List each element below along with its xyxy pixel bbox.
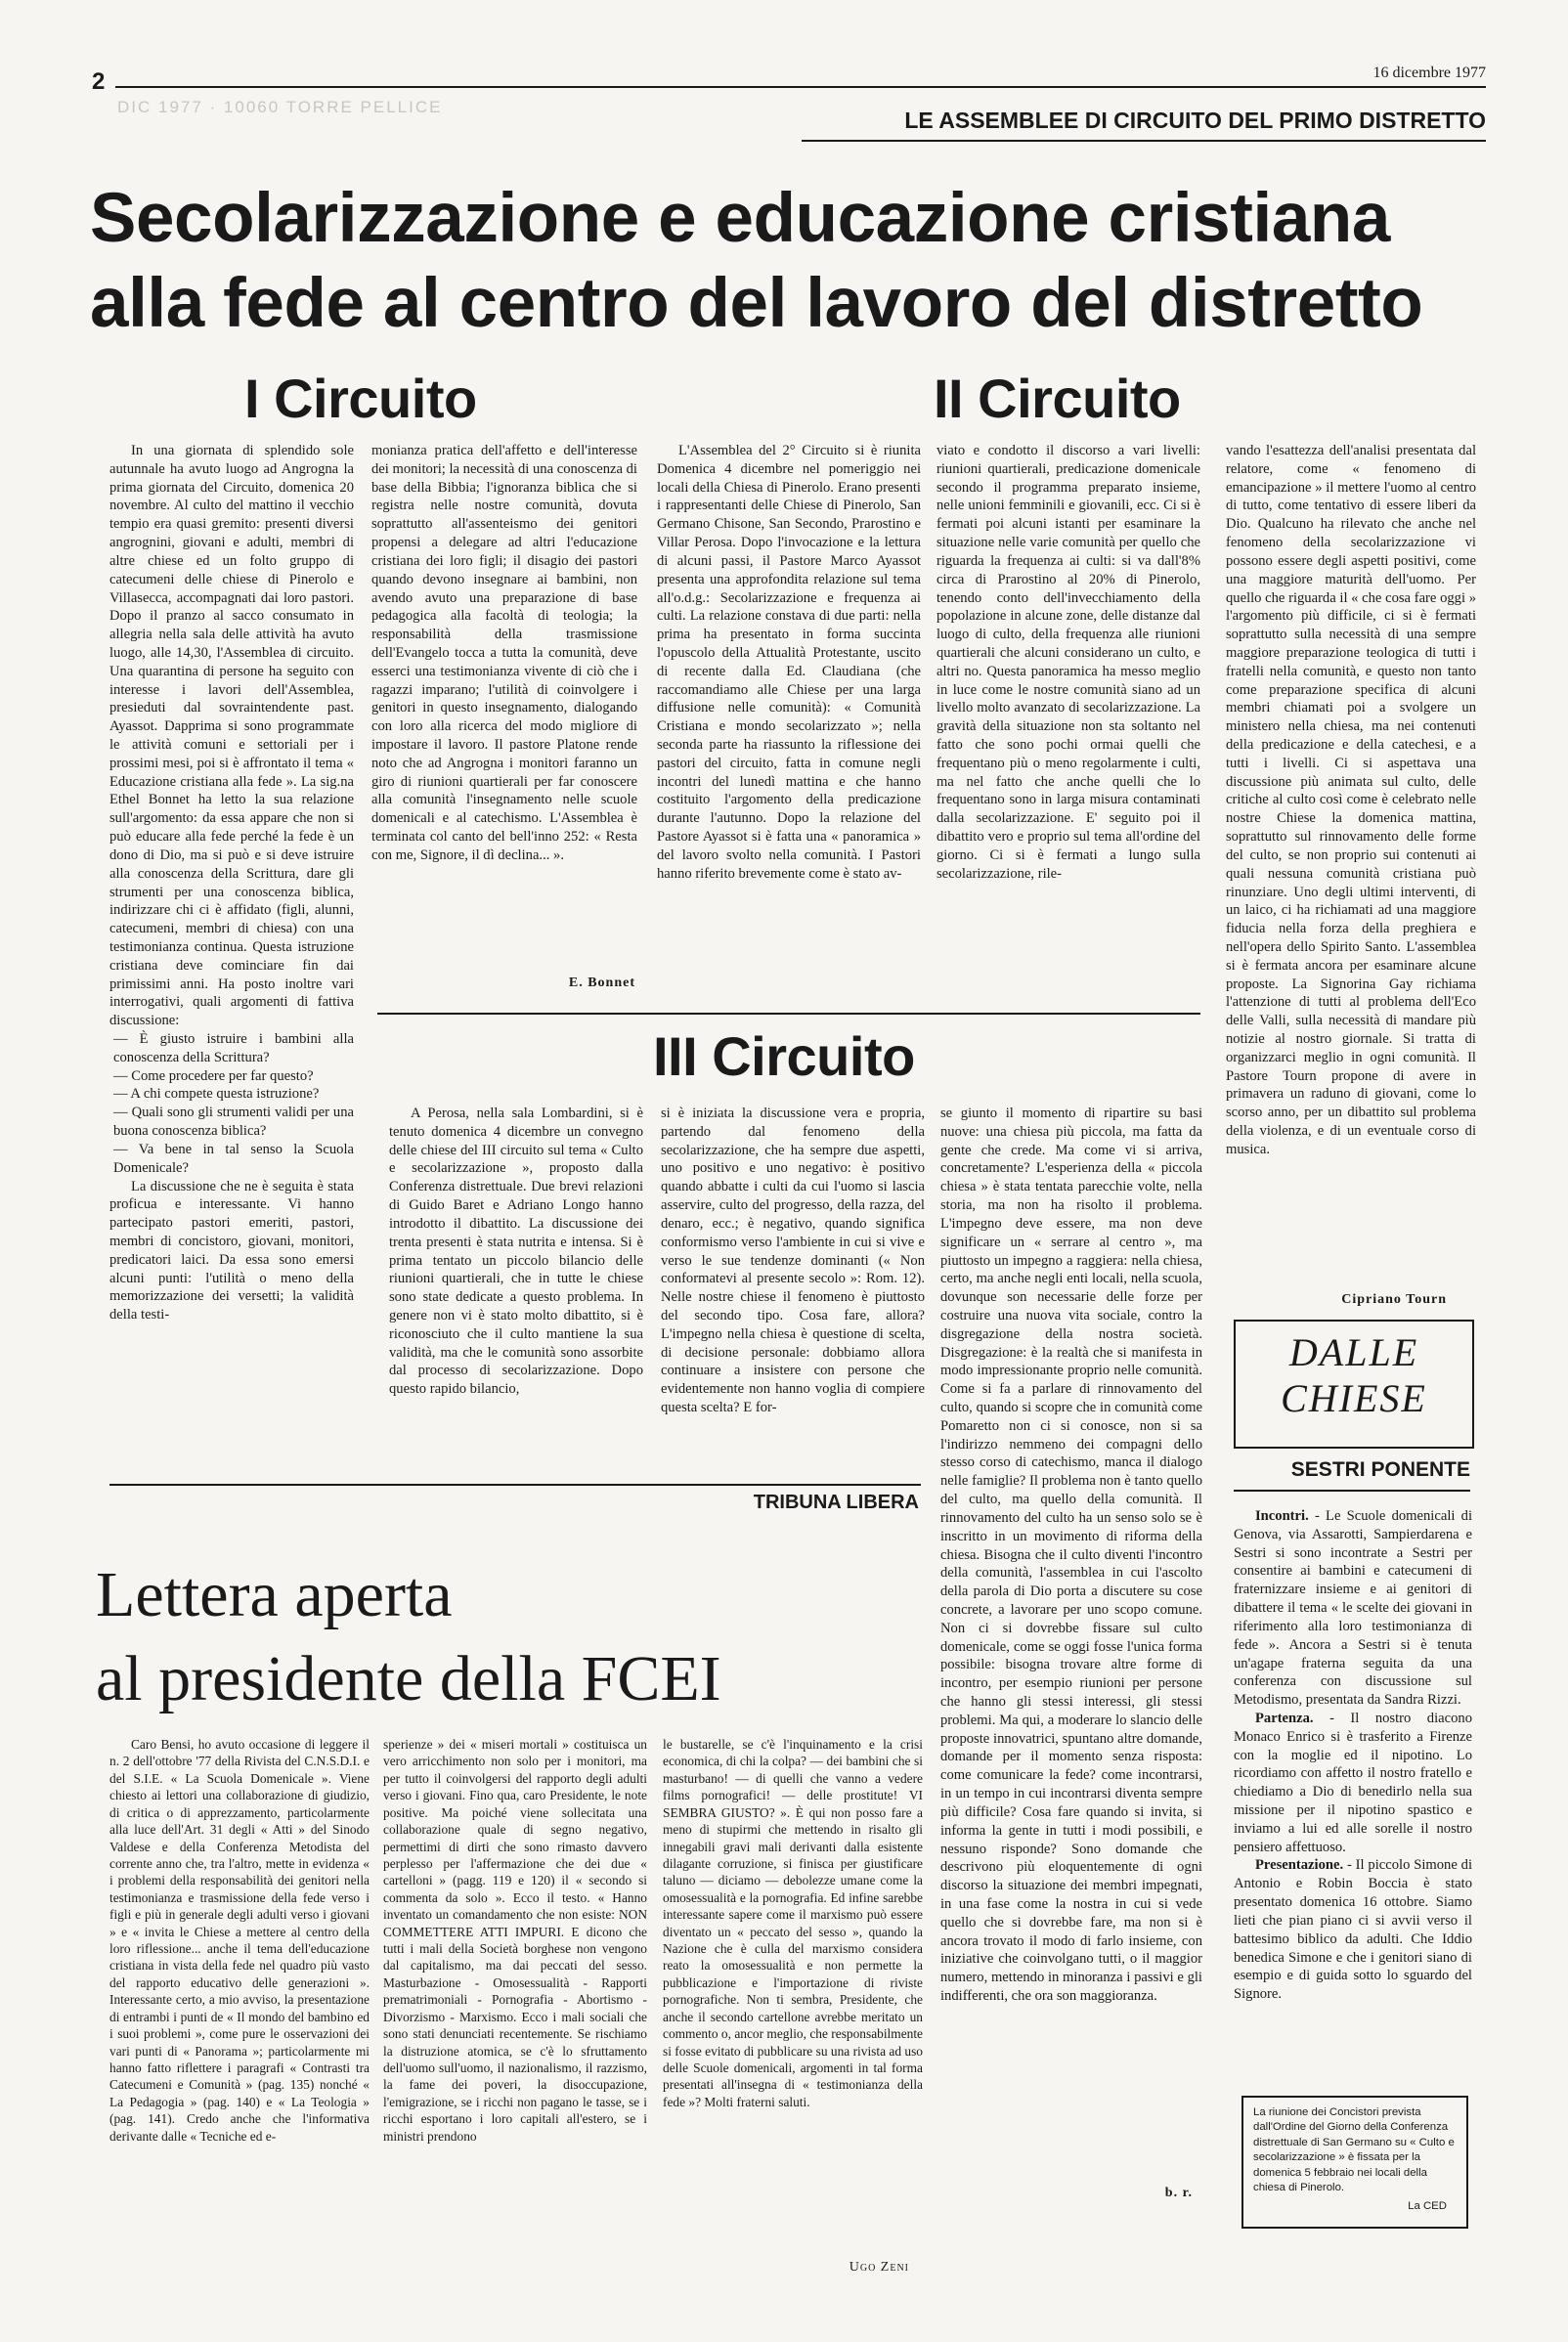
item-text: - Il piccolo Simone di Antonio e Robin Boccia è stato presentato domenica 16 ottobre. Siamo lieti che pian piano ci si avvii verso il battesimo biblico da adulti. Che Iddio benedica Simone e che i genitori siano di esempio e di guida sotto lo sguardo del Signore.: [1234, 1857, 1472, 2003]
page-number: 2: [92, 68, 106, 95]
dalle-chiese-box: [1234, 1320, 1474, 1449]
dalle-chiese-item: [1234, 1710, 1472, 1857]
notice-text: La riunione dei Concistori prevista dall'Ordine del Giorno della Conferenza distrettuale di San Germano su « Culto e secolarizzazione » è fissata per la domenica 5 febbraio nei locali della chiesa di Pinerolo.: [1253, 2106, 1455, 2193]
tribuna-title-line1: Lettera aperta: [96, 1559, 453, 1630]
question-item: — È giusto istruire i bambini alla conoscenza della Scrittura?: [113, 1031, 354, 1065]
dalle-chiese-item: [1234, 1507, 1472, 1710]
tribuna-kicker: TRIBUNA LIBERA: [753, 1492, 919, 1513]
tribuna-text-3: le bustarelle, se c'è l'inquinamento e la crisi economica, di chi la colpa? — dei bambini che si masturbano! — di quelli che vanno a vedere films pornografici! — delle prostitute! VI SEMBRA GIUSTO? ». È qui non posso fare a meno di stupirmi che mettendo in risalto gli innegabili gravi mali derivanti dalla esistente dilagante corruzione, si finisca per giustificare taluno — diciamo — debolezze umane come la omosessualità e la pornografia. Ed infine sarebbe interessante sapere come il marxismo può essere diventato un « peccato del sesso », quando la Nazione che è culla del marxismo considera reato la omosessualità e non permette la pubblicazione e l'importazione di riviste pornografiche. Non ti sembra, Presidente, che anche il secondo cartellone avrebbe meritato un commento o, ancor meglio, che responsabilmente si fosse evitato di pubblicare su una rivista ad uso delle Scuole domenicali, argomenti in tal forma presentati all'insegna di « testimonianza della fede »? Molti fraterni saluti.: [663, 1737, 923, 2109]
section-kicker: LE ASSEMBLEE DI CIRCUITO DEL PRIMO DISTRETTO: [904, 108, 1486, 133]
circuito1-column-1: [109, 442, 354, 1468]
circuito2-heading: II Circuito: [934, 368, 1181, 429]
question-item: — A chi compete questa istruzione?: [113, 1086, 320, 1103]
circuito2-text-1: L'Assemblea del 2° Circuito si è riunita Domenica 4 dicembre nel pomeriggio nei locali della Chiesa di Pinerolo. Erano presenti i rappresentanti delle Chiese di Pinerolo, San Germano Chisone, San Secondo, Prarostino e Villar Perosa. Dopo l'invocazione e la lettura di alcuni passi, il Pastore Marco Ayassot presenta una approfondita relazione sul tema all'o.d.g.: Secolarizzazione e frequenza ai culti. La relazione constava di due parti: nella prima ha presentato in forma succinta l'opuscolo della Attualità Protestante, uscito di recente dalla Ed. Claudiana (che raccomandiamo alle Chiese per una larga diffusione nelle comunità): « Comunità Cristiana e mondo secolarizzato »; nella seconda parte ha riassunto la riflessione dei pastori del circuito, fatta in comune negli incontri del lunedì mattina e che hanno costituito l'argomento della predicazione durante l'autunno. Dopo la relazione del Pastore Ayassot si è fatta una « panoramica » del lavoro svolto nella comunità. I Pastori hanno riferito brevemente come è stato av-: [657, 443, 921, 882]
notice-signature: La CED: [1408, 2200, 1447, 2213]
item-label: Incontri.: [1255, 1508, 1309, 1524]
circuito3-heading: III Circuito: [653, 1025, 915, 1087]
tribuna-text-2: sperienze » dei « miseri mortali » costituisca un vero arricchimento non solo per i monitori, ma per tutto il coinvolgersi del rapporto degli adulti verso i giovani. Fino qua, caro Presidente, le note positive. Ma poiché viene sollecitata una collaborazione quale di segno negativo, permettimi di dirti che sono rimasto davvero perplesso per l'affermazione che dei due « cartelloni » (pagg. 119 e 120) il « secondo si commenta da solo ». Ecco il testo. « Hanno inventato un comandamento che non esiste: NON COMMETTERE ATTI IMPURI. E dicono che tutti i mali della Società borghese non vengono dal capitalismo, ma dai peccati del sesso. Masturbazione - Omosessualità - Rapporti prematrimoniali - Pornografia - Abortismo - Divorzismo - Marxismo. Ecco i mali sociali che sono stati denunciati recentemente. Se rischiamo la distruzione atomica, se c'è lo sfruttamento dell'uomo sull'uomo, il nazionalismo, il razzismo, la fame dei poveri, la disoccupazione, l'emigrazione, se i ricchi non pagano le tasse, se i ricchi esportano i loro capitali all'estero, se i ministri prendono: [383, 1737, 647, 2144]
circuito2-text-3: vando l'esattezza dell'analisi presentata dal relatore, come « fenomeno di emancipazione » il mettere l'uomo al centro di tutto, come tentativo di essere liberi da Dio. Qualcuno ha rilevato che anche nel fenomeno della secolarizzazione vi possono essere degli aspetti positivi, come una maggiore maturità dell'uomo. Per quello che riguarda il « che cosa fare oggi » l'argomento più difficile, ci si è fermati soprattutto sulla necessità di una sempre maggiore preparazione teologica di tutti i fratelli nella comunità, e questo non tanto come preparazione specifica di alcuni membri chiamati poi a svolgere un ministero nella chiesa, ma nei contenuti della predicazione e della catechesi, e a tutti i livelli. Ci si aspettava una discussione più animata sul culto, delle critiche al culto così come è celebrato nelle nostre Chiese la domenica mattina, soprattutto sul rinnovamento delle forme del culto, se non proprio sui contenuti ai quali nessuna comunità cristiana può rinunziare. Uno degli ultimi interventi, di un laico, ci ha richiamati ad una maggiore fiducia nella forza della preghiera e nell'opera dello Spirito Santo. L'assemblea si è fermata ancora per esaminare alcune proposte. La Signorina Gay richiama l'attenzione di tutti al problema dell'Eco delle Valli, sulla necessità di mandare più notizie al nostro giornale. Si tratta di organizzarci meglio in ogni comunità. Il Pastore Tourn propone di avere in primavera un raduno di giovani, come lo scorso anno, per un dibattito sul problema della violenza, e di un eventuale corso di musica.: [1226, 443, 1476, 1157]
circuito3-text-1: A Perosa, nella sala Lombardini, si è tenuto domenica 4 dicembre un convegno delle chiese del III circuito sul tema « Culto e secolarizzazione », proposto dalla Conferenza distrettuale. Due brevi relazioni di Guido Baret e Adriano Longo hanno introdotto il dibattito. La discussione dei trenta presenti è stata nutrita e intensa. Si è prima tentato un piccolo bilancio delle riunioni quartierali, che in tutte le chiese sono state dedicate a questo problema. In genere non vi è stato molto dibattito, si è riconosciuto che il culto mantiene la sua validità, ma che le comunità sono assorbite dal processo di secolarizzazione. Dopo questo rapido bilancio,: [389, 1106, 643, 1398]
question-item: — Quali sono gli strumenti validi per una buona conoscenza biblica?: [113, 1105, 354, 1140]
dalle-chiese-line1: DALLE: [1288, 1330, 1419, 1374]
item-text: - Le Scuole domenicali di Genova, via Assarotti, Sampierdarena e Sestri si sono incontrate a Sestri per consentire ai bambini e catecumeni di fraternizzare insieme e ai genitori di dibattere il tema « le scelte dei giovani in riferimento alla loro testimonianza di fede ». Ancora a Sestri si è tenuta un'agape fraterna seguita da una conferenza con discussione sul Metodismo, presentata da Sandra Rizzi.: [1234, 1508, 1472, 1709]
circuito1-text-end: La discussione che ne è seguita è stata proficua e interessante. Vi hanno partecipato pastori emeriti, pastori, membri di concistoro, giovani, monitori, predicatori laici. Da essa sono emersi alcuni punti: l'utilità o meno della memorizzazione dei versetti; la validità della testi-: [109, 1178, 354, 1323]
issue-date: 16 dicembre 1977: [1372, 65, 1486, 81]
header-rule: [115, 86, 1486, 88]
circuito1-signature: E. Bonnet: [568, 976, 635, 990]
circuito3-signature: b. r.: [1164, 2186, 1193, 2200]
location-heading: SESTRI PONENTE: [1290, 1458, 1470, 1481]
circuito3-top-rule: [377, 1013, 1200, 1015]
circuito2-column-1: [657, 442, 921, 999]
notice-box: [1241, 2096, 1468, 2229]
tribuna-signature: Ugo Zeni: [849, 2260, 909, 2275]
location-rule: [1234, 1490, 1470, 1492]
item-label: Partenza.: [1255, 1710, 1314, 1726]
tribuna-text-1: Caro Bensi, ho avuto occasione di leggere il n. 2 dell'ottobre '77 della Rivista del C.N.S.D.I. e del S.I.E. « La Scuola Domenicale ». Viene chiesto ai lettori una collaborazione di giudizio, di critica o di apprezzamento, particolarmente alla luce dell'Art. 31 degli « Atti » del Sinodo Valdese e della Conferenza Metodista del corrente anno che, tra l'altro, mette in evidenza « i problemi della responsabilità dei genitori nella testimonianza e trasmissione della fede verso i figli e più in generale degli adulti verso i giovani » e « invita le Chiese a mettere al centro della loro riflessione... anche il tema dell'educazione cristiana in vista della fede nel quadro più vasto del rapporto educativo delle generazioni ». Interessante certo, a mio avviso, la presentazione di entrambi i punti de « Il mondo del bambino ed i suoi problemi », come pure le osservazioni dei vari punti di « Panorama »; particolarmente mi hanno fatto riflettere i paragrafi « Contrasti tra Catecumeni e Comunità » (pag. 135) nonché « La Pedagogia » (pag. 140) e « La Teologia » (pag. 141). Credo anche che l'informativa derivante dalle « Tecniche ed e-: [109, 1737, 370, 2144]
circuito1-questions: [109, 1030, 354, 1178]
tribuna-title-line2: al presidente della FCEI: [96, 1643, 721, 1714]
dalle-chiese-column: [1234, 1507, 1472, 2055]
main-title-line2: alla fede al centro del lavoro del distretto: [90, 265, 1423, 342]
circuito2-column-3: [1226, 442, 1476, 1280]
circuito3-text-3: se giunto il momento di ripartire su basi nuove: una chiesa più piccola, ma fatta da gente che crede. Ma come vi si arriva, concretamente? L'esperienza della « piccola chiesa » è stata tentata parecchie volte, nella storia, ma non ha risolto il problema. L'impegno deve essere, ma non deve significare un « serrare al centro », ma piuttosto un impegno a raggiera: nella chiesa, certo, ma anche negli enti locali, nella scuola, dovunque son necessarie delle forze per costruire una nuova vita sociale, contro la disgregazione della nostra società. Disgregazione: è la realtà che si manifesta in modo impressionante proprio nelle comunità. Come si fa a parlare di rinnovamento del culto, quando si scopre che in comunità come Pomaretto non ci si conosce, non si sa l'indirizzo nemmeno dei compagni dello stesso corso di catechismo, manca il dialogo nelle famiglie? Il problema non è tanto quello del culto, ma quello della comunità. Il rinnovamento del culto ha un senso solo se è inscritto in un movimento di riforma della chiesa. Bisogna che il culto diventi l'incontro della comunità, l'assemblea in cui l'ascolto della parola di Dio porta a discutere su cose concrete, a lavorare per uno scopo comune. Non ci si dovrebbe fissare sul culto domenicale, come se oggi fosse l'unica forma possibile: bisogna trovare altre forme di incontro, per esempio riunioni per persone che hanno gli stessi interessi, gli stessi problemi. Ma qui, a moderare lo slancio delle proposte innovatrici, spuntano altre domande, domande per il momento senza risposta: come comunicare la fede? come incontrarsi, in un tempo in cui incontrarsi diventa sempre più difficile? Cosa fare quando si invita, si informa la gente in tutti i modi possibili, e nessuno risponde? Sono domande che descrivono più eloquentemente di ogni discorso la situazione dei membri impegnati, in una fase come la nostra in cui si vede quello che si dovrebbe fare, ma non si è ancora trovato il modo di farlo insieme, con iniziative che coinvolgano tutti, o il maggior numero, mettendo in minoranza i passivi e gli indifferenti, che ora son maggioranza.: [940, 1106, 1202, 2004]
circuito2-text-2: viato e condotto il discorso a vari livelli: riunioni quartierali, predicazione domenicale secondo il programma preparato insieme, nelle unioni femminili e giovanili, ecc. Ci si è fermati poi alcuni istanti per esaminare la situazione nelle varie comunità per quello che riguarda la frequenza ai culti: si va dall'8% circa di Prarostino al 20% di Pinerolo, tenendo conto dell'invecchiamento della popolazione in alcune zone, delle distanze dal luogo di culto, della frequenza alle riunioni quartierali che alcuni considerano un culto, e altri no. Questa panoramica ha messo meglio in luce come le nostre comunità siano ad un livello molto avanzato di secolarizzazione. La gravità della situazione non sta soltanto nel fatto che sono pochi ormai quelli che frequentano più o meno regolarmente i culti, ma nel fatto che anche quelli che lo frequentano sono in larga misura contaminati dalla secolarizzazione. E' seguito poi il dibattito vero e proprio sul tema all'ordine del giorno. Ci si è fermati a lungo sulla secolarizzazione, rile-: [936, 443, 1200, 882]
kicker-rule: [802, 140, 1486, 142]
question-item: — Come procedere per far questo?: [113, 1067, 314, 1084]
question-item: — Va bene in tal senso la Scuola Domenicale?: [113, 1141, 354, 1176]
circuito3-column-3: [940, 1105, 1202, 2172]
tribuna-column-1: [109, 1736, 370, 2283]
circuito3-column-2: [661, 1105, 925, 1478]
circuito1-text-1: In una giornata di splendido sole autunnale ha avuto luogo ad Angrogna la prima giornata del Circuito, domenica 20 novembre. Al culto del mattino il vecchio tempio era quasi gremito: presenti diversi angrognini, giovani e adulti, membri di altre chiese ed un folto gruppo di catecumeni delle chiese di Pinerolo e Villasecca, accompagnati dai loro pastori. Dopo il pranzo al sacco consumato in allegria nella sala delle attività ha avuto luogo, alle 14,30, l'Assemblea di circuito. Una quarantina di persone ha seguito con interesse i lavori dell'Assemblea, presieduti dal sovraintendente past. Ayassot. Dapprima si sono programmate le attività comuni e settoriali per i prossimi mesi, poi si è affrontato il tema « Educazione cristiana alla fede ». La sig.na Ethel Bonnet ha letto la sua relazione sull'argomento: da essa appare che non si può educare alla fede perché la fede è un dono di Dio, ma si può e si deve istruire alla conoscenza della Scrittura, dare gli strumenti per una conoscenza biblica, indirizzare chi ci è affidato (figli, alunni, catecumeni, membri di chiesa) con una testimonianza continua. Questa istruzione cristiana deve cominciare fin dai primissimi anni. Ha posto inoltre vari interrogativi, quali argomenti di fattiva discussione:: [109, 443, 354, 1029]
circuito1-heading: I Circuito: [244, 368, 477, 429]
dalle-chiese-line2: CHIESE: [1281, 1376, 1427, 1420]
main-title-line1: Secolarizzazione e educazione cristiana: [90, 180, 1390, 257]
circuito2-signature: Cipriano Tourn: [1341, 1292, 1447, 1307]
circuito3-column-1: [389, 1105, 643, 1478]
tribuna-top-rule: [109, 1484, 921, 1486]
faded-stamp: DIC 1977 · 10060 TORRE PELLICE: [117, 98, 443, 116]
item-text: - Il nostro diacono Monaco Enrico si è trasferito a Firenze con la moglie ed il nipotino. Lo ricordiamo con affetto il nostro fratello e chiediamo a Dio di benedirlo nella sua missione per il nipotino spastico e inviamo a lui ed alle sorelle il nostro pensiero affettuoso.: [1234, 1710, 1472, 1855]
circuito2-column-2: [936, 442, 1200, 999]
dalle-chiese-item: [1234, 1856, 1472, 2004]
tribuna-column-3: [663, 1736, 923, 2244]
circuito3-text-2: si è iniziata la discussione vera e propria, partendo dal fenomeno della secolarizzazione, che ha sempre due aspetti, uno positivo e uno negativo: è positivo quando abbatte i culti da cui l'uomo si lascia asservire, culto del progresso, della razza, del denaro, ecc.; è negativo, quando significa conformismo verso l'ambiente in cui si vive e verso le sue tendenze dominanti (« Non conformatevi al presente secolo »: Rom. 12). Nelle nostre chiese il fenomeno è piuttosto del secondo tipo. Cosa fare, allora? L'impegno nella chiesa è questione di scelta, di decisione personale: dobbiamo allora continuare a insistere con persone che evidentemente non hanno voglia di compiere questa scelta? E for-: [661, 1106, 925, 1415]
circuito1-text-2: monianza pratica dell'affetto e dell'interesse dei monitori; la necessità di una conoscenza di base della Bibbia; l'ignoranza biblica che si registra nelle nostre comunità, dovuta soprattutto all'assenteismo dei genitori propensi a delegare ad altri l'educazione cristiana dei loro figli; il disagio dei pastori quando devono insegnare ai bambini, non avendo avuto una preparazione di base pedagogica alla facoltà di teologia; la responsabilità della trasmissione dell'Evangelo tocca a tutta la comunità, deve esserci una testimonianza vivente di ciò che i ragazzi imparano; l'utilità di coinvolgere i genitori in questo insegnamento, dialogando con loro alla ricerca del modo migliore di impostare il lavoro. Il pastore Platone rende noto che ad Angrogna i monitori faranno un giro di riunioni quartierali per far conoscere alla comunità l'insegnamento nelle scuole domenicali e al catechismo. L'Assemblea è terminata col canto del bell'inno 252: « Resta con me, Signore, il dì declina... ».: [371, 443, 637, 863]
item-label: Presentazione.: [1255, 1857, 1344, 1874]
circuito1-column-2: [371, 442, 637, 970]
tribuna-column-2: [383, 1736, 647, 2283]
